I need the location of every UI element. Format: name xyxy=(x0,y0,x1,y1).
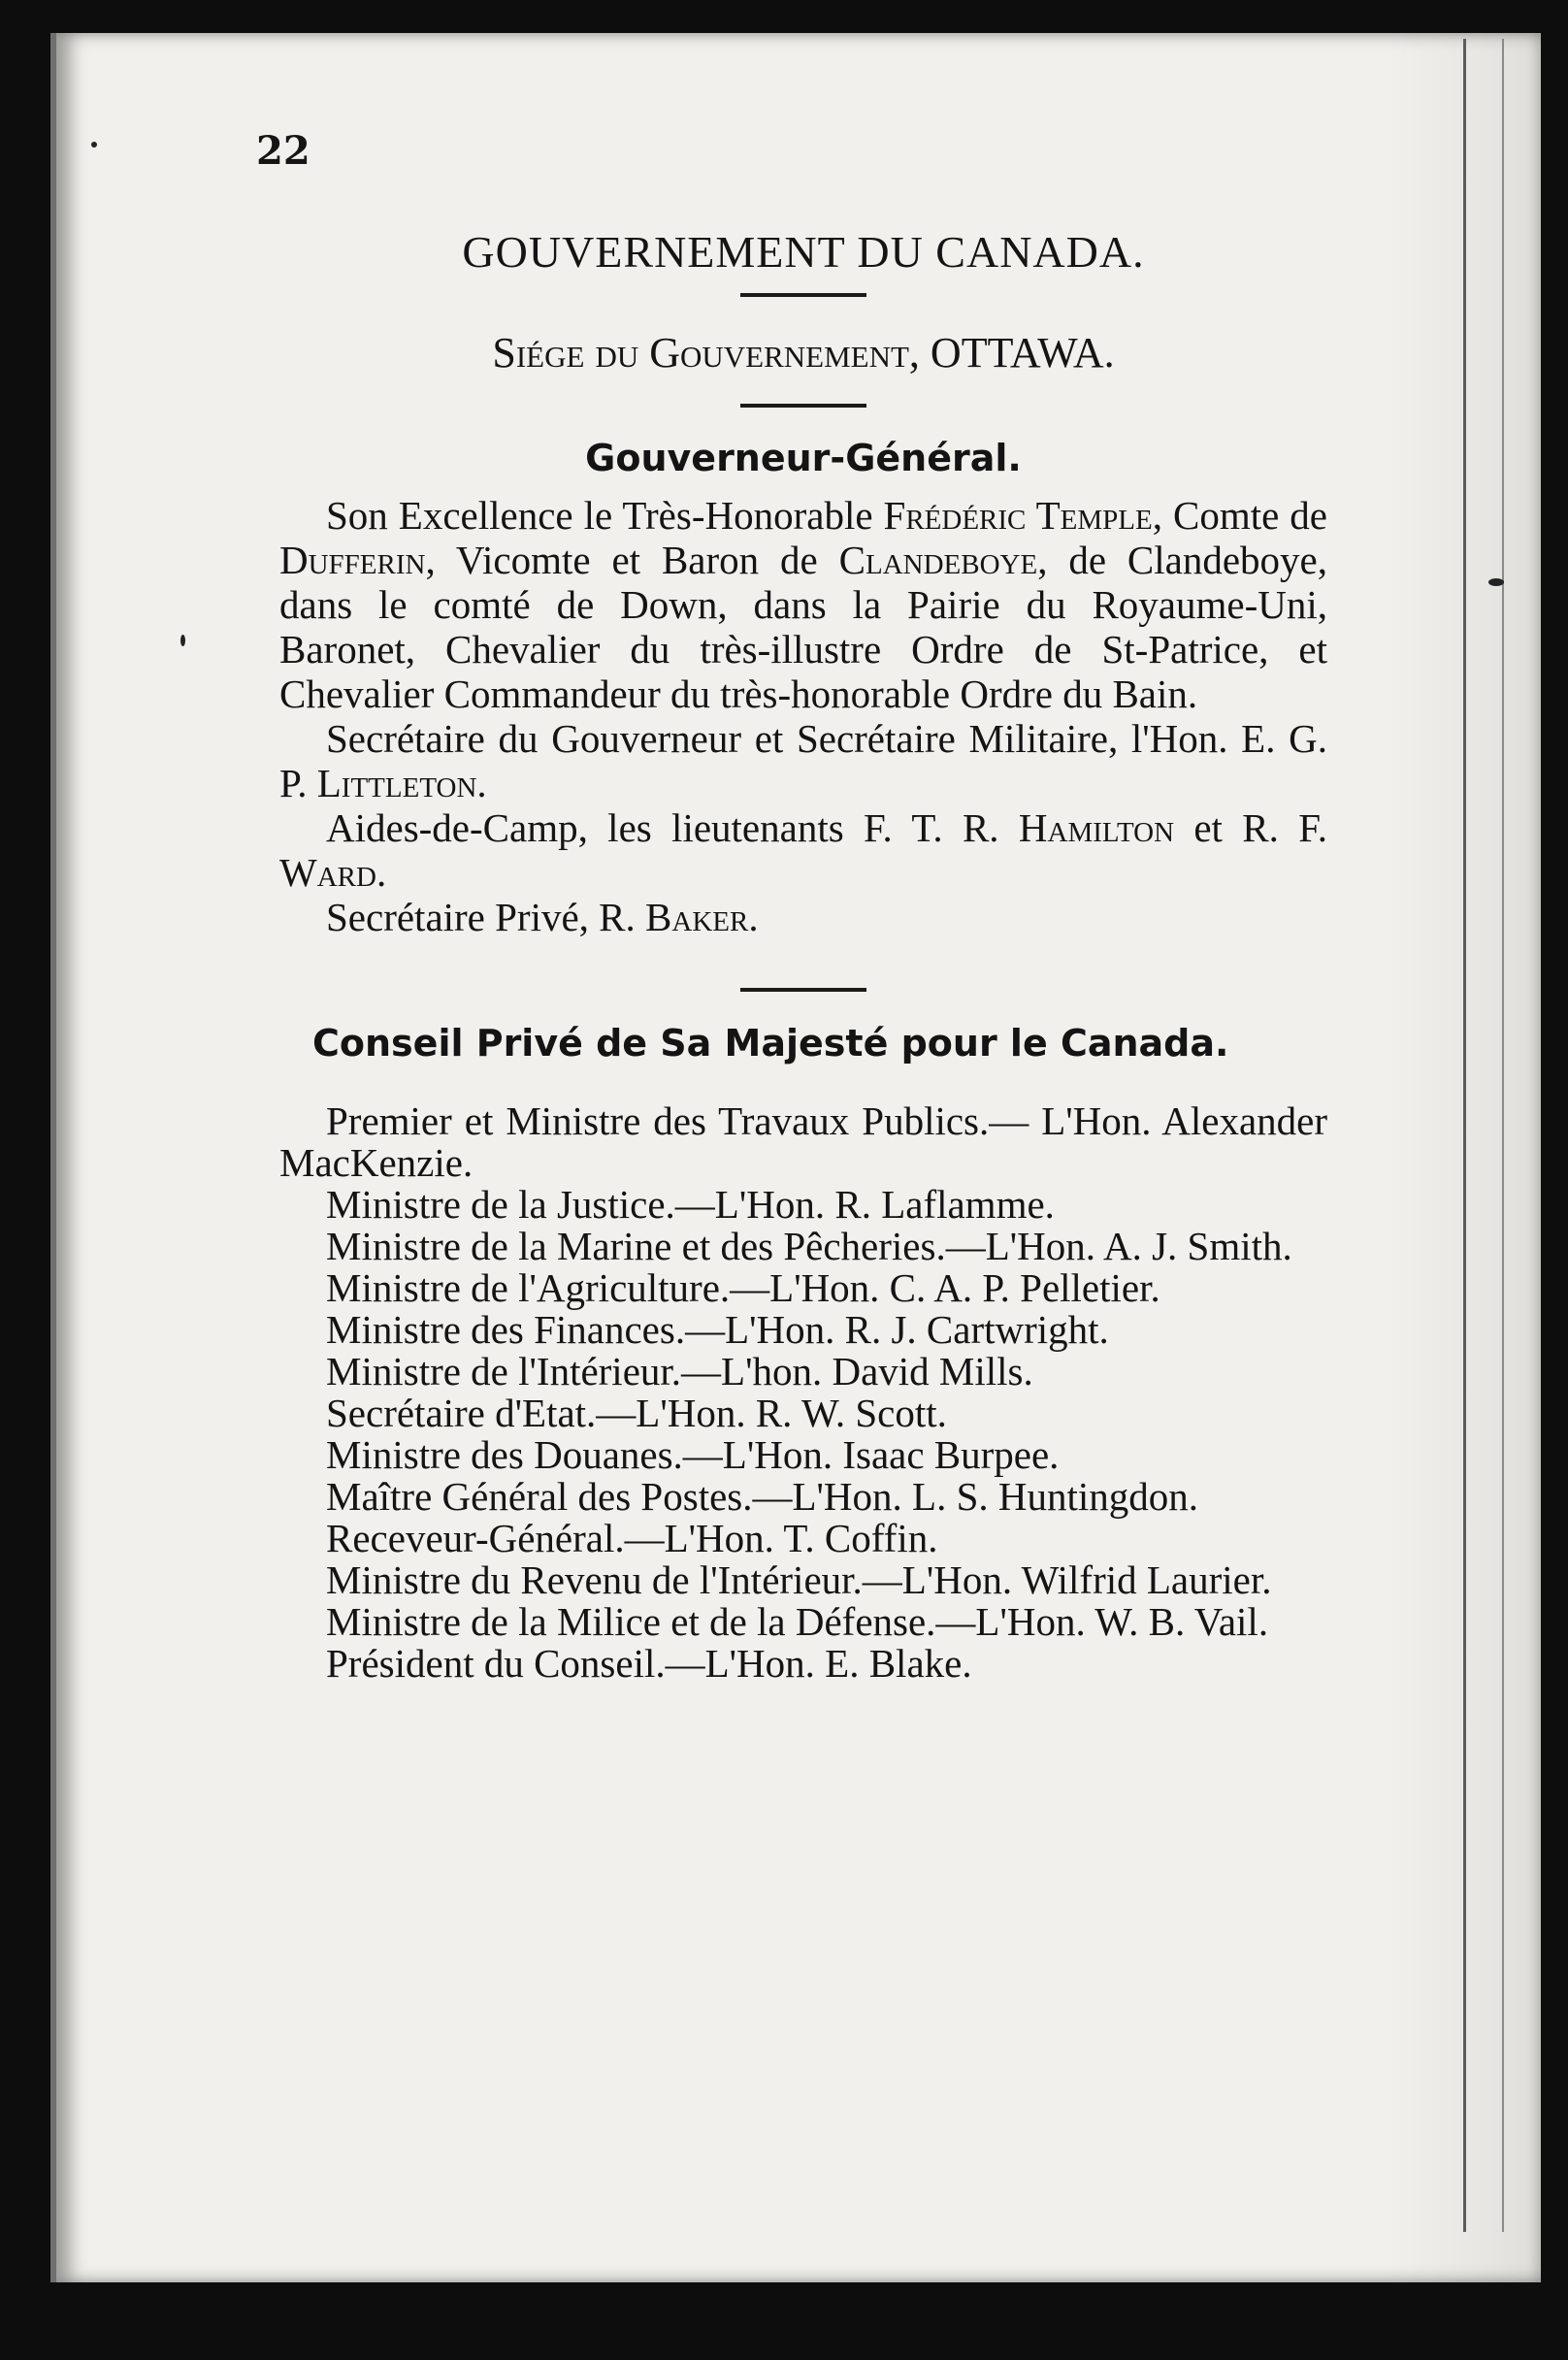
council-heading: Conseil Privé de Sa Majesté pour le Canada. xyxy=(312,1022,1229,1065)
governor-block xyxy=(279,493,1327,939)
council-entry: Ministre de la Marine et des Pêcheries.—L'Hon. A. J. Smith. xyxy=(326,1224,1292,1268)
name-small-caps: Ward xyxy=(279,850,376,895)
council-entry: Ministre du Revenu de l'Intérieur.—L'Hon. Wilfrid Laurier. xyxy=(326,1557,1272,1602)
council-entry: Receveur-Général.—L'Hon. T. Coffin. xyxy=(326,1516,938,1560)
title-rule xyxy=(740,293,866,297)
text-run: Secrétaire Privé, R. xyxy=(326,895,646,939)
page-edge-line-secondary xyxy=(1502,39,1504,2232)
text-run: , Comte de xyxy=(1152,493,1327,538)
text-run: , Vicomte et Baron de xyxy=(425,538,839,582)
council-list xyxy=(279,1100,1327,1685)
text-run: Aides-de-Camp, les lieutenants F. T. R. xyxy=(326,805,1019,850)
page-content xyxy=(279,221,1327,1685)
name-small-caps: Frédéric Temple xyxy=(883,493,1153,538)
council-entry: Ministre de la Justice.—L'Hon. R. Laflamme. xyxy=(326,1182,1055,1227)
name-small-caps: Clandeboye xyxy=(838,538,1038,582)
text-run: et R. F. xyxy=(1174,805,1327,850)
secretary-paragraph xyxy=(279,716,1327,805)
ink-speck xyxy=(180,635,185,646)
council-entry: Premier et Ministre des Travaux Publics.— L'Hon. Alexander MacKenzie. xyxy=(279,1098,1327,1185)
text-run: . xyxy=(476,761,487,805)
text-run: . xyxy=(748,895,759,939)
governor-paragraph xyxy=(279,493,1327,716)
page-number: 22 xyxy=(256,128,310,174)
council-entry: Ministre des Finances.—L'Hon. R. J. Cartwright. xyxy=(326,1307,1109,1352)
council-entry: Maître Général des Postes.—L'Hon. L. S. Huntingdon. xyxy=(326,1474,1199,1519)
governor-heading: Gouverneur-Général. xyxy=(585,437,1022,479)
private-secretary-paragraph xyxy=(279,895,1327,939)
text-run: , de Clandeboye, dans le comté de Down, dans la Pairie du Royaume-Uni, Baronet, Chevalier du très-illustre Ordre de St-Patrice, et Chevalier Commandeur du très-honorable Ordre du Bain. xyxy=(279,538,1327,716)
text-run: Secrétaire du Gouverneur et Secrétaire Militaire, l'Hon. E. G. P. xyxy=(279,716,1327,805)
council-entry: Ministre de l'Agriculture.—L'Hon. C. A. P. Pelletier. xyxy=(326,1265,1160,1310)
seat-prefix: Siége du Gouvernement, xyxy=(492,329,920,377)
page-title: GOUVERNEMENT DU CANADA. xyxy=(462,227,1145,277)
text-run: Son Excellence le Très-Honorable xyxy=(326,493,884,538)
council-entry: Ministre des Douanes.—L'Hon. Isaac Burpee. xyxy=(326,1432,1060,1477)
council-entry: Secrétaire d'Etat.—L'Hon. R. W. Scott. xyxy=(326,1391,947,1435)
seat-rule xyxy=(740,404,866,408)
council-entry: Ministre de l'Intérieur.—L'hon. David Mills. xyxy=(326,1349,1033,1393)
text-run: . xyxy=(376,850,387,895)
ink-speck xyxy=(91,142,97,148)
name-small-caps: Baker xyxy=(645,895,749,939)
seat-of-government xyxy=(279,324,1327,382)
aides-paragraph xyxy=(279,805,1327,895)
ink-speck xyxy=(1488,578,1504,586)
name-small-caps: Littleton xyxy=(316,761,477,805)
page-edge-line xyxy=(1463,39,1466,2232)
name-small-caps: Hamilton xyxy=(1018,805,1175,850)
section-rule xyxy=(740,988,866,992)
seat-city: OTTAWA. xyxy=(930,329,1115,377)
name-small-caps: Dufferin xyxy=(279,538,426,582)
council-entry: Ministre de la Milice et de la Défense.—L'Hon. W. B. Vail. xyxy=(326,1599,1269,1644)
council-entry: Président du Conseil.—L'Hon. E. Blake. xyxy=(326,1641,972,1686)
